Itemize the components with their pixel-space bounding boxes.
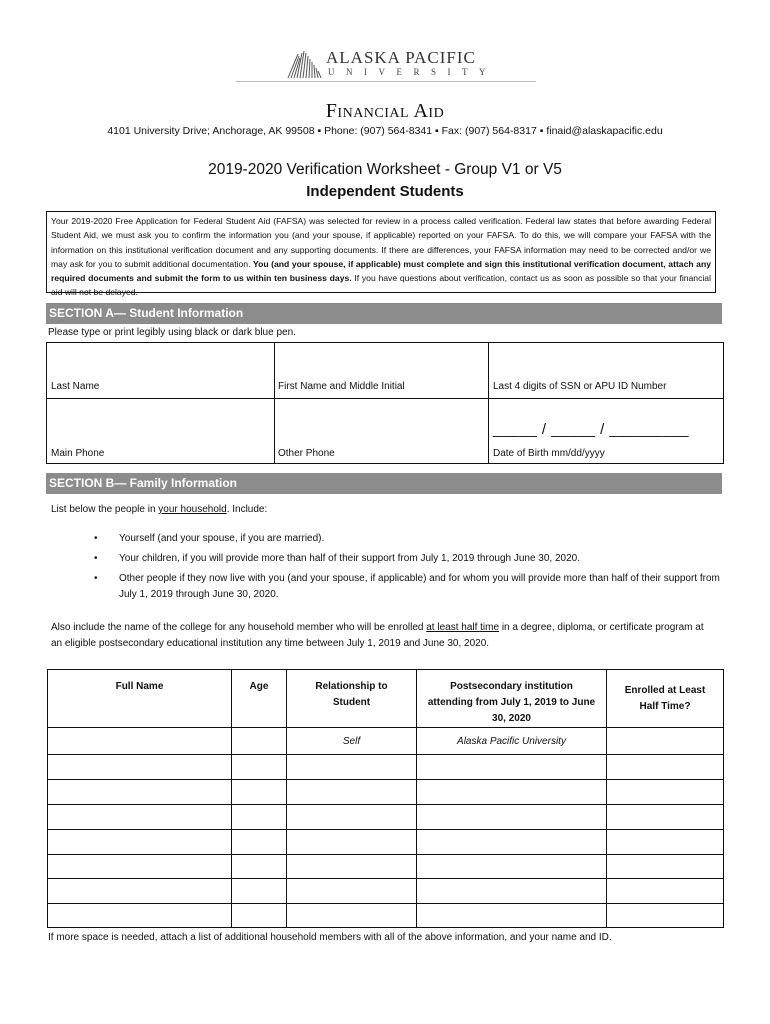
relationship-cell[interactable] bbox=[287, 755, 417, 780]
additional-space-note: If more space is needed, attach a list of additional household members with all of the above information, and your name and ID. bbox=[48, 932, 612, 943]
list-item-text: Your children, if you will provide more than half of their support from July 1, 2019 through June 30, 2020. bbox=[119, 553, 581, 564]
also-include-post: in a degree, diploma, or certificate program at an eligible postsecondary educational institution any time between July 1, 2019 and June 30, 2020. bbox=[51, 622, 704, 649]
institution-cell[interactable] bbox=[417, 780, 607, 805]
date-of-birth-field[interactable]: _____ / _____ / _________ bbox=[493, 421, 690, 438]
list-item-text: Yourself (and your spouse, if you are married). bbox=[119, 533, 325, 544]
university-logo bbox=[286, 48, 497, 84]
table-row bbox=[48, 780, 724, 805]
table-row bbox=[48, 755, 724, 780]
relationship-cell[interactable] bbox=[287, 805, 417, 830]
household-intro-pre: List below the people in bbox=[51, 504, 159, 515]
enrolled-cell[interactable] bbox=[607, 780, 724, 805]
list-item-text: Other people if they now live with you (and your spouse, if applicable) and for whom you will provide more than half of their support from July 1, 2019 through June 30, 2020. bbox=[119, 573, 720, 600]
list-item: • Yourself (and your spouse, if you are married). bbox=[94, 533, 325, 544]
full-name-cell[interactable] bbox=[48, 855, 232, 879]
section-a-instruction: Please type or print legibly using black or dark blue pen. bbox=[48, 327, 296, 338]
age-cell[interactable] bbox=[232, 879, 287, 904]
enrolled-cell[interactable] bbox=[607, 879, 724, 904]
list-item: • Other people if they now live with you (and your spouse, if applicable) and for whom you will provide more than half of their support from July 1, 2019 through June 30, 2020. bbox=[94, 573, 720, 600]
section-a-header: SECTION A— Student Information bbox=[46, 303, 722, 324]
notice-text: Your 2019-2020 Free Application for Federal Student Aid (FAFSA) was selected for review in a process called verification. Federal law states that before awarding Federal Student Aid, we must ask you to confirm the information you (and your spouse, if applicable) reported on your FAFSA. To do this, we will compare your FAFSA with the information on this institutional verification document and any supporting documents. If there are differences, your FAFSA information may need to be corrected and/or we may ask for you to submit additional documentation. bbox=[51, 216, 711, 269]
table-row bbox=[48, 728, 724, 755]
col-header-relationship bbox=[287, 670, 417, 728]
relationship-cell[interactable] bbox=[287, 855, 417, 879]
section-b-header: SECTION B— Family Information bbox=[46, 473, 722, 494]
age-cell[interactable] bbox=[232, 830, 287, 855]
verification-notice bbox=[46, 211, 716, 298]
table-row bbox=[48, 879, 724, 904]
age-cell[interactable] bbox=[232, 855, 287, 879]
age-cell[interactable] bbox=[232, 755, 287, 780]
household-intro-post: . Include: bbox=[226, 504, 268, 515]
also-include-underline: at least half time bbox=[426, 622, 500, 633]
institution-cell[interactable] bbox=[417, 879, 607, 904]
institution-cell[interactable] bbox=[417, 830, 607, 855]
relationship-cell[interactable] bbox=[287, 879, 417, 904]
institution-header-text: Postsecondary institution attending from July 1, 2019 to June 30, 2020 bbox=[427, 681, 596, 724]
household-table bbox=[47, 669, 724, 928]
mountain-logo-icon bbox=[286, 50, 322, 78]
household-intro bbox=[51, 502, 267, 518]
other-phone-label: Other Phone bbox=[278, 448, 335, 459]
household-intro-underline: your household bbox=[158, 504, 227, 515]
enrolled-cell[interactable] bbox=[607, 904, 724, 928]
first-name-label: First Name and Middle Initial bbox=[278, 381, 405, 392]
enrolled-header-text: Enrolled at Least Half Time? bbox=[624, 684, 706, 712]
enrolled-cell[interactable] bbox=[607, 755, 724, 780]
institution-cell[interactable] bbox=[417, 855, 607, 879]
full-name-cell[interactable] bbox=[48, 904, 232, 928]
relationship-header-text: Relationship to Student bbox=[315, 681, 388, 708]
date-of-birth-label: Date of Birth mm/dd/yyyy bbox=[493, 448, 605, 459]
table-row bbox=[48, 830, 724, 855]
logo-subtitle: UNIVERSITY bbox=[328, 67, 497, 77]
worksheet-subtitle: Independent Students bbox=[306, 183, 464, 200]
also-include-paragraph bbox=[51, 620, 716, 652]
table-header-row bbox=[48, 670, 724, 728]
col-header-full-name: Full Name bbox=[48, 670, 232, 728]
col-header-enrolled bbox=[607, 670, 724, 728]
notice-tail-text: If you have questions about verification, contact us as soon as possible so that your financial aid will not be delayed. bbox=[51, 273, 711, 298]
household-include-list bbox=[94, 531, 734, 607]
full-name-cell[interactable] bbox=[48, 879, 232, 904]
worksheet-title: 2019-2020 Verification Worksheet - Group V1 or V5 bbox=[208, 161, 562, 178]
enrolled-cell[interactable] bbox=[607, 805, 724, 830]
enrolled-cell[interactable] bbox=[607, 830, 724, 855]
age-cell[interactable] bbox=[232, 904, 287, 928]
department-title: Financial Aid bbox=[325, 100, 445, 122]
list-item: • Your children, if you will provide more than half of their support from July 1, 2019 through June 30, 2020. bbox=[94, 553, 581, 564]
contact-address: 4101 University Drive; Anchorage, AK 99508 ▪ Phone: (907) 564-8341 ▪ Fax: (907) 564-8317 ▪ finaid@alaskapacific.edu bbox=[107, 125, 663, 137]
institution-cell[interactable] bbox=[417, 805, 607, 830]
logo-name: ALASKA PACIFIC bbox=[326, 48, 476, 67]
institution-cell[interactable] bbox=[417, 904, 607, 928]
relationship-cell[interactable] bbox=[287, 780, 417, 805]
notice-bold-text: You (and your spouse, if applicable) must complete and sign this institutional verification document, attach any required documents and submit the form to us within ten business days. bbox=[51, 258, 711, 284]
full-name-cell[interactable] bbox=[48, 728, 232, 755]
enrolled-cell[interactable] bbox=[607, 855, 724, 879]
main-phone-label: Main Phone bbox=[51, 448, 105, 459]
full-name-cell[interactable] bbox=[48, 780, 232, 805]
age-cell[interactable] bbox=[232, 805, 287, 830]
full-name-cell[interactable] bbox=[48, 830, 232, 855]
table-row bbox=[48, 904, 724, 928]
table-row bbox=[48, 855, 724, 879]
relationship-cell[interactable] bbox=[287, 830, 417, 855]
full-name-cell[interactable] bbox=[48, 805, 232, 830]
full-name-cell[interactable] bbox=[48, 755, 232, 780]
header-divider bbox=[236, 81, 536, 82]
student-info-grid bbox=[46, 342, 724, 464]
table-row bbox=[48, 805, 724, 830]
age-cell[interactable] bbox=[232, 728, 287, 755]
also-include-pre: Also include the name of the college for any household member who will be enrolled bbox=[51, 622, 427, 633]
relationship-cell: Self bbox=[287, 728, 417, 755]
relationship-cell[interactable] bbox=[287, 904, 417, 928]
ssn-label: Last 4 digits of SSN or APU ID Number bbox=[493, 381, 667, 392]
institution-cell[interactable] bbox=[417, 755, 607, 780]
age-cell[interactable] bbox=[232, 780, 287, 805]
institution-cell: Alaska Pacific University bbox=[417, 728, 607, 755]
enrolled-cell[interactable] bbox=[607, 728, 724, 755]
col-header-institution bbox=[417, 670, 607, 728]
col-header-age: Age bbox=[232, 670, 287, 728]
last-name-label: Last Name bbox=[51, 381, 100, 392]
